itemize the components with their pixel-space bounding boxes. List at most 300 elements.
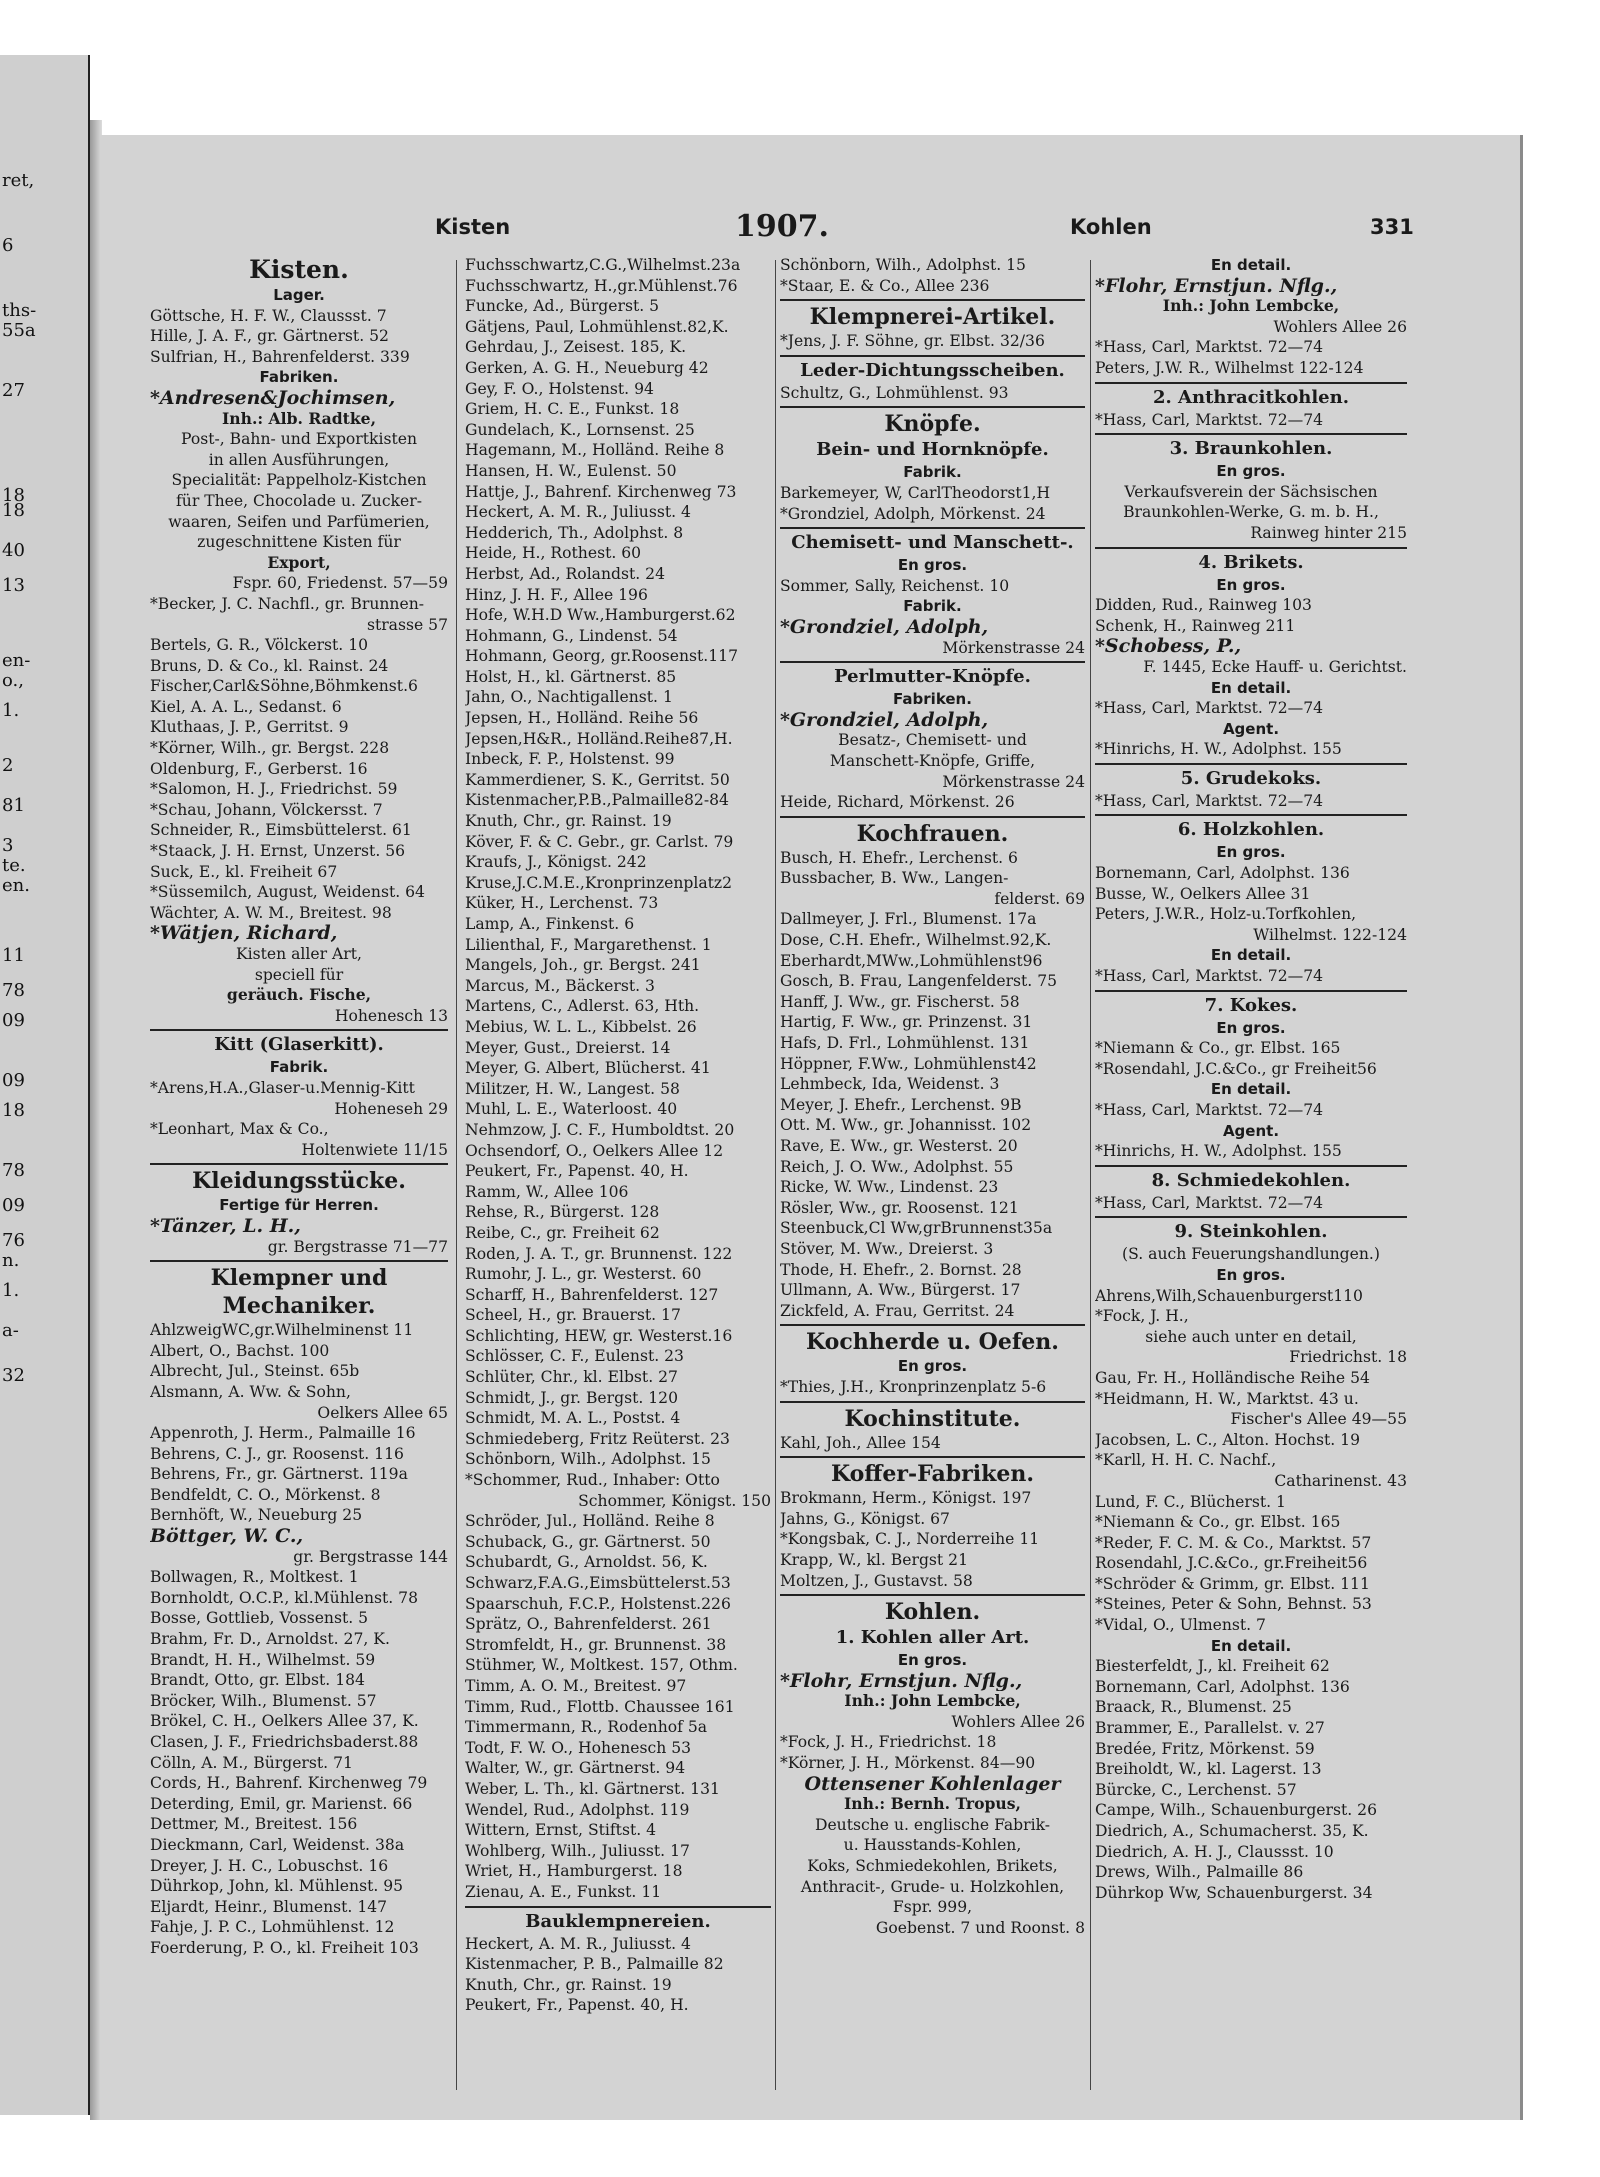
directory-entry: Hoheneseh 29 [334,1099,448,1118]
section-heading: 9. Steinkohlen. [1174,1221,1328,1243]
directory-entry: u. Hausstands-Kohlen, [843,1836,1022,1855]
section-rule [780,816,1085,818]
section-heading: 5. Grudekoks. [1180,767,1322,789]
directory-entry: Holst, H., kl. Gärtnerst. 85 [465,667,677,686]
directory-entry: Specialität: Pappelholz-Kistchen [171,471,427,490]
margin-fragment: 27 [2,380,25,401]
directory-entry: Bornholdt, O.C.P., kl.Mühlenst. 78 [150,1588,419,1607]
directory-entry: (S. auch Feuerungshandlungen.) [1122,1245,1380,1264]
directory-entry: Suck, E., kl. Freiheit 67 [150,862,338,881]
directory-entry: AhlzweigWC,gr.Wilhelminenst 11 [150,1321,414,1340]
directory-entry: Rösler, Ww., gr. Roosenst. 121 [780,1198,1019,1217]
section-heading: 8. Schmiedekohlen. [1151,1169,1351,1191]
section-rule [1095,433,1407,435]
subsection-label: En gros. [1216,1018,1286,1037]
section-rule [780,1324,1085,1326]
featured-firm-name: *Flohr, Ernstjun. Nflg., [1095,275,1338,297]
directory-entry: *Thies, J.H., Kronprinzenplatz 5-6 [780,1377,1047,1396]
subsection-label: Lager. [273,286,325,304]
directory-entry: Bussbacher, B. Ww., Langen- [780,869,1009,888]
directory-entry: Schlösser, C. F., Eulenst. 23 [465,1347,684,1366]
directory-entry: Schröder, Jul., Holländ. Reihe 8 [465,1512,715,1531]
section-heading: Knöpfe. [884,411,981,438]
margin-fragment: 1. [2,700,20,721]
directory-entry: Behrens, Fr., gr. Gärtnerst. 119a [150,1465,408,1484]
directory-entry: Mörkenstrasse 24 [942,638,1085,657]
directory-entry: Schmidt, M. A. L., Postst. 4 [465,1409,681,1428]
directory-entry: Appenroth, J. Herm., Palmaille 16 [150,1424,416,1443]
directory-entry: Rumohr, J. L., gr. Westerst. 60 [465,1265,702,1284]
directory-entry: Hedderich, Th., Adolphst. 8 [465,523,684,542]
margin-fragment: 1. [2,1280,20,1301]
directory-entry: Braack, R., Blumenst. 25 [1095,1698,1292,1717]
margin-fragment: 09 [2,1195,25,1216]
section-rule [1095,990,1407,992]
directory-entry: Spaarschuh, F.C.P., Holstenst.226 [465,1594,731,1613]
margin-fragment: n. [2,1250,20,1271]
directory-entry: siehe auch unter en detail, [1145,1327,1357,1346]
directory-entry: Hohmann, G., Lindenst. 54 [465,626,678,645]
directory-entry: Zienau, A. E., Funkst. 11 [465,1882,662,1901]
directory-entry: Peukert, Fr., Papenst. 40, H. [465,1996,689,2015]
directory-entry: *Hass, Carl, Marktst. 72—74 [1095,1101,1324,1119]
directory-entry: Brammer, E., Parallelst. v. 27 [1095,1719,1325,1738]
directory-entry: Bollwagen, R., Moltkest. 1 [150,1568,359,1587]
margin-fragment: en. [2,875,30,896]
directory-entry: Timm, Rud., Flottb. Chaussee 161 [465,1697,735,1716]
directory-entry: Griem, H. C. E., Funkst. 18 [465,400,680,419]
section-heading: 6. Holzkohlen. [1177,819,1325,841]
section-rule [780,299,1085,301]
directory-entry: Schmiedeberg, Fritz Reüterst. 23 [465,1429,730,1448]
directory-entry: geräuch. Fische, [226,985,372,1005]
directory-entry: Schlichting, HEW, gr. Westerst.16 [465,1326,733,1345]
directory-entry: Koks, Schmiedekohlen, Brikets, [807,1857,1058,1876]
directory-entry: Jahn, O., Nachtigallenst. 1 [465,688,673,707]
section-heading: Bauklempnereien. [525,1910,711,1932]
section-heading: Klempnerei-Artikel. [809,304,1056,331]
section-rule [1095,814,1407,816]
directory-entry: *Fock, J. H., [1095,1307,1189,1326]
directory-entry: Foerderung, P. O., kl. Freiheit 103 [150,1938,419,1957]
column-2 [465,255,771,2016]
directory-entry: Drews, Wilh., Palmaille 86 [1095,1863,1304,1882]
directory-entry: Ott. M. Ww., gr. Johannisst. 102 [780,1116,1032,1135]
directory-entry: Ochsendorf, O., Oelkers Allee 12 [465,1141,724,1160]
directory-entry: Meyer, Gust., Dreierst. 14 [465,1038,671,1057]
directory-entry: *Reder, F. C. M. & Co., Marktst. 57 [1095,1533,1372,1552]
directory-entry: Bröcker, Wilh., Blumenst. 57 [150,1691,377,1710]
directory-entry: Schneider, R., Eimsbüttelerst. 61 [150,821,412,840]
section-heading: Kleidungsstücke. [192,1168,406,1195]
subsection-label: En detail. [1210,1080,1292,1099]
section-heading: Koffer-Fabriken. [831,1461,1034,1488]
directory-entry: *Hinrichs, H. W., Adolphst. 155 [1095,740,1342,759]
directory-entry: Knuth, Chr., gr. Rainst. 19 [465,812,672,831]
featured-firm-name: *Schobess, P., [1095,636,1242,657]
section-rule [150,1163,448,1165]
directory-entry: Hagemann, M., Holländ. Reihe 8 [465,441,725,460]
column-3 [780,255,1085,1938]
directory-entry: *Hass, Carl, Marktst. 72—74 [1095,338,1324,357]
directory-entry: Lamp, A., Finkenst. 6 [465,915,635,933]
section-heading: Klempner und [210,1265,388,1292]
directory-entry: Braunkohlen-Werke, G. m. b. H., [1123,503,1379,522]
directory-entry: Hattje, J., Bahrenf. Kirchenweg 73 [465,482,737,501]
directory-entry: Knuth, Chr., gr. Rainst. 19 [465,1975,672,1994]
directory-entry: Wohlers Allee 26 [951,1712,1085,1731]
directory-entry: Wriet, H., Hamburgerst. 18 [465,1862,683,1881]
directory-entry: Hinz, J. H. F., Allee 196 [465,585,648,604]
directory-entry: Steenbuck,Cl Ww,grBrunnenst35a [780,1219,1053,1238]
directory-entry: Bruns, D. & Co., kl. Rainst. 24 [150,656,389,675]
directory-entry: Rehse, R., Bürgerst. 128 [465,1203,660,1222]
section-heading: 7. Kokes. [1204,994,1298,1016]
margin-fragment: 55a [2,320,36,341]
directory-entry: Brandt, Otto, gr. Elbst. 184 [150,1671,365,1690]
margin-fragment: 78 [2,980,25,1001]
directory-entry: Wendel, Rud., Adolphst. 119 [465,1800,690,1819]
margin-fragment: 3 [2,835,14,856]
directory-entry: Jepsen, H., Holländ. Reihe 56 [465,709,699,728]
directory-entry: Hafs, D. Frl., Lohmühlenst. 131 [780,1034,1030,1053]
margin-fragment: 18 [2,485,25,506]
directory-entry: Dührkop, John, kl. Mühlenst. 95 [150,1877,404,1896]
section-rule [780,661,1085,663]
running-header [150,209,1414,255]
directory-entry: Behrens, C. J., gr. Roosenst. 116 [150,1444,404,1463]
section-heading: Kisten. [249,255,349,284]
directory-entry: Kraufs, J., Königst. 242 [465,853,647,872]
directory-entry: Cords, H., Bahrenf. Kirchenweg 79 [150,1774,428,1793]
header-keyword-left: Kisten [435,215,511,239]
directory-entry: Reich, J. O. Ww., Adolphst. 55 [780,1157,1014,1176]
directory-entry: Eljardt, Heinr., Blumenst. 147 [150,1897,388,1916]
directory-entry: Gau, Fr. H., Holländische Reihe 54 [1095,1368,1370,1387]
section-heading: Perlmutter-Knöpfe. [834,666,1031,688]
section-rule [1095,1165,1407,1167]
directory-entry: in allen Ausführungen, [208,450,390,469]
directory-entry: *Hass, Carl, Marktst. 72—74 [1095,410,1324,429]
directory-entry: *Hass, Carl, Marktst. 72—74 [1095,967,1324,986]
directory-entry: Roden, J. A. T., gr. Brunnenst. 122 [465,1244,733,1263]
directory-entry: Wittern, Ernst, Stiftst. 4 [465,1821,657,1840]
directory-entry: *Niemann & Co., gr. Elbst. 165 [1095,1513,1341,1532]
directory-entry: Peters, J.W.R., Holz-u.Torfkohlen, [1095,905,1357,924]
directory-entry: Fischer,Carl&Söhne,Böhmkenst.6 [150,677,418,696]
directory-entry: Lehmbeck, Ida, Weidenst. 3 [780,1075,1000,1094]
directory-entry: Heide, H., Rothest. 60 [465,544,642,563]
directory-entry: Reibe, C., gr. Freiheit 62 [465,1223,660,1242]
section-rule [780,1401,1085,1403]
directory-entry: Inh.: John Lembcke, [1162,296,1340,316]
directory-entry: Hille, J. A. F., gr. Gärtnerst. 52 [150,327,389,346]
margin-fragment: 6 [2,235,14,256]
section-heading: 3. Braunkohlen. [1169,438,1333,460]
directory-entry: Ramm, W., Allee 106 [465,1182,629,1201]
margin-fragment: a- [2,1320,19,1341]
section-rule [1095,382,1407,384]
directory-entry: Bosse, Gottlieb, Vossenst. 5 [150,1609,369,1628]
directory-entry: Diedrich, A. H. J., Claussst. 10 [1095,1842,1334,1861]
section-rule [150,1029,448,1031]
directory-entry: Brandt, H. H., Wilhelmst. 59 [150,1650,376,1669]
directory-entry: Oldenburg, F., Gerberst. 16 [150,759,368,778]
directory-entry: Rave, E. Ww., gr. Westerst. 20 [780,1137,1018,1155]
directory-entry: Sprätz, O., Bahrenfelderst. 261 [465,1615,712,1634]
directory-entry: Brokmann, Herm., Königst. 197 [780,1489,1032,1508]
directory-entry: Sommer, Sally, Reichenst. 10 [780,576,1010,595]
column-divider [775,260,776,2090]
directory-entry: Sulfrian, H., Bahrenfelderst. 339 [150,347,410,366]
directory-entry: gr. Bergstrasse 71—77 [267,1237,448,1256]
directory-entry: Oelkers Allee 65 [317,1403,448,1422]
directory-entry: Diedrich, A., Schumacherst. 35, K. [1095,1822,1369,1840]
margin-fragment: 40 [2,540,25,561]
column-1 [150,255,448,1959]
directory-entry: Heckert, A. M. R., Juliusst. 4 [465,503,691,522]
directory-entry: *Leonhart, Max & Co., [150,1120,329,1139]
directory-entry: speciell für [254,965,344,984]
directory-entry: Heckert, A. M. R., Juliusst. 4 [465,1934,691,1953]
subsection-label: Agent. [1222,1121,1280,1140]
directory-entry: Schönborn, Wilh., Adolphst. 15 [465,1450,711,1469]
directory-entry: Bürcke, C., Lerchenst. 57 [1095,1780,1297,1799]
directory-entry: waaren, Seifen und Parfümerien, [168,512,430,531]
subsection-label: En gros. [897,1651,968,1670]
directory-entry: Alsmann, A. Ww. & Sohn, [150,1382,351,1401]
subsection-label: En gros. [1216,575,1286,594]
margin-fragment: 13 [2,575,25,596]
directory-entry: Manschett-Knöpfe, Griffe, [829,751,1036,770]
margin-fragment: 09 [2,1010,25,1031]
directory-entry: Deutsche u. englische Fabrik- [814,1815,1051,1834]
directory-entry: *Steines, Peter & Sohn, Behnst. 53 [1095,1595,1372,1614]
directory-entry: Ahrens,Wilh,Schauenburgerst110 [1095,1286,1363,1305]
directory-entry: Clasen, J. F., Friedrichsbaderst.88 [150,1733,419,1751]
directory-entry: Busse, W., Oelkers Allee 31 [1095,884,1311,903]
section-rule [1095,763,1407,765]
directory-entry: Verkaufsverein der Sächsischen [1124,482,1378,501]
margin-fragment: 76 [2,1230,25,1251]
directory-entry: Export, [267,552,331,572]
featured-firm-name: *Grondziel, Adolph, [780,616,989,638]
directory-entry: Lilienthal, F., Margarethenst. 1 [465,935,712,954]
featured-firm-name: Böttger, W. C., [150,1526,304,1547]
directory-entry: Stromfeldt, H., gr. Brunnenst. 38 [465,1635,727,1654]
directory-entry: Peukert, Fr., Papenst. 40, H. [465,1162,689,1181]
directory-entry: Biesterfeldt, J., kl. Freiheit 62 [1095,1657,1330,1676]
directory-entry: *Hass, Carl, Marktst. 72—74 [1095,699,1324,718]
section-rule [150,1260,448,1262]
directory-entry: *Vidal, O., Ulmenst. 7 [1095,1616,1266,1635]
section-rule [1095,1216,1407,1218]
subsection-label: En gros. [1216,462,1286,481]
directory-entry: *Heidmann, H. W., Marktst. 43 u. [1095,1389,1359,1408]
directory-entry: Rosendahl, J.C.&Co., gr.Freiheit56 [1095,1554,1368,1573]
directory-entry: Cölln, A. M., Bürgerst. 71 [150,1753,353,1772]
directory-entry: *Jens, J. F. Söhne, gr. Elbst. 32/36 [780,332,1045,351]
margin-fragment: en- [2,650,31,671]
section-heading: Leder-Dichtungsscheiben. [800,359,1065,381]
directory-entry: Funcke, Ad., Bürgerst. 5 [465,297,660,316]
directory-entry: Mebius, W. L. L., Kibbelst. 26 [465,1017,697,1036]
subsection-label: En detail. [1210,946,1292,965]
directory-entry: Todt, F. W. O., Hohenesch 53 [465,1738,692,1757]
margin-fragment: o., [2,670,24,691]
directory-entry: Wilhelmst. 122-124 [1253,925,1407,944]
directory-entry: Barkemeyer, W, CarlTheodorst1,H [780,483,1051,502]
directory-entry: Hohmann, Georg, gr.Roosenst.117 [465,647,738,666]
directory-entry: Kahl, Joh., Allee 154 [780,1433,941,1452]
section-heading: Bein- und Hornknöpfe. [816,439,1049,461]
directory-entry: felderst. 69 [994,889,1085,908]
directory-entry: Deterding, Emil, gr. Marienst. 66 [150,1794,413,1813]
margin-fragment: te. [2,855,26,876]
subsection-label: Fabrik. [269,1058,329,1077]
directory-entry: Herbst, Ad., Rolandst. 24 [465,564,666,583]
section-rule [780,1594,1085,1596]
directory-entry: Kluthaas, J. P., Gerritst. 9 [150,718,349,737]
directory-entry: Brahm, Fr. D., Arnoldst. 27, K. [150,1630,390,1649]
directory-entry: Gerken, A. G. H., Neueburg 42 [465,358,709,377]
margin-fragment: 78 [2,1160,25,1181]
directory-entry: Mörkenstrasse 24 [942,772,1085,791]
subsection-label: En gros. [897,556,968,575]
header-year: 1907. [735,209,829,244]
directory-entry: Göttsche, H. F. W., Claussst. 7 [150,306,387,325]
directory-entry: Bernhöft, W., Neueburg 25 [150,1506,363,1525]
directory-entry: Schlüter, Chr., kl. Elbst. 27 [465,1368,678,1387]
page-content [150,209,1414,2105]
margin-fragment: 81 [2,795,25,816]
directory-entry: Fuchsschwartz, H.,gr.Mühlenst.76 [465,276,738,295]
directory-entry: *Schröder & Grimm, gr. Elbst. 111 [1095,1574,1370,1593]
directory-entry: Gundelach, K., Lornsenst. 25 [465,420,695,439]
margin-fragment: 18 [2,500,25,521]
directory-entry: Schubardt, G., Arnoldst. 56, K. [465,1553,708,1572]
directory-entry: *Hass, Carl, Marktst. 72—74 [1095,791,1324,810]
directory-entry: Schwarz,F.A.G.,Eimsbüttelerst.53 [465,1574,731,1592]
section-rule [780,1456,1085,1458]
directory-entry: Fspr. 60, Friedenst. 57—59 [232,574,448,593]
directory-entry: Kammerdiener, S. K., Gerritst. 50 [465,770,730,789]
directory-entry: Albrecht, Jul., Steinst. 65b [150,1362,360,1381]
directory-entry: Hartig, F. Ww., gr. Prinzenst. 31 [780,1013,1033,1032]
directory-entry: Stühmer, W., Moltkest. 157, Othm. [465,1656,738,1675]
directory-entry: Heide, Richard, Mörkenst. 26 [780,793,1015,812]
directory-entry: Schönborn, Wilh., Adolphst. 15 [780,256,1026,274]
directory-entry: Gätjens, Paul, Lohmühlenst.82,K. [465,317,729,336]
subsection-label: Fabrik. [903,597,962,616]
directory-entry: *Körner, Wilh., gr. Bergst. 228 [150,739,390,758]
directory-entry: Dreyer, J. H. C., Lobuschst. 16 [150,1856,389,1875]
directory-entry: Militzer, H. W., Langest. 58 [465,1079,680,1098]
directory-entry: *Süssemilch, August, Weidenst. 64 [150,883,425,902]
directory-entry: Weber, L. Th., kl. Gärtnerst. 131 [465,1779,720,1798]
directory-entry: Jepsen,H&R., Holländ.Reihe87,H. [465,729,733,748]
section-rule [780,406,1085,408]
section-rule [465,1906,771,1908]
directory-entry: *Staar, E. & Co., Allee 236 [780,276,990,295]
directory-entry: *Schau, Johann, Völckersst. 7 [150,800,383,819]
subsection-label: Fabrik. [903,463,962,482]
margin-fragment: ths- [2,300,37,321]
directory-entry: Dührkop Ww, Schauenburgerst. 34 [1095,1883,1373,1902]
directory-entry: Bornemann, Carl, Adolphst. 136 [1095,1677,1350,1696]
directory-entry: Martens, C., Adlerst. 63, Hth. [465,997,700,1016]
directory-entry: Dallmeyer, J. Frl., Blumenst. 17a [780,910,1037,929]
directory-entry: *Salomon, H. J., Friedrichst. 59 [150,780,398,799]
directory-entry: Kiel, A. A. L., Sedanst. 6 [150,697,342,716]
directory-entry: Peters, J.W. R., Wilhelmst 122-124 [1095,358,1364,377]
directory-entry: Walter, W., gr. Gärtnerst. 94 [465,1759,686,1778]
page-number: 331 [1370,215,1414,239]
column-divider [1090,260,1091,2090]
directory-entry: Friedrichst. 18 [1289,1348,1407,1367]
directory-entry: Jahns, G., Königst. 67 [780,1509,950,1528]
directory-entry: Schuback, G., gr. Gärtnerst. 50 [465,1532,711,1551]
directory-entry: Wohlers Allee 26 [1273,317,1407,336]
directory-entry: Krapp, W., kl. Bergst 21 [780,1550,968,1569]
featured-firm-name: *Tänzer, L. H., [150,1215,301,1237]
section-heading: Kochinstitute. [844,1405,1021,1432]
directory-entry: Scharff, H., Bahrenfelderst. 127 [465,1285,719,1304]
section-rule [1095,547,1407,549]
directory-entry: Gehrdau, J., Zeisest. 185, K. [465,338,687,357]
directory-entry: Inbeck, F. P., Holstenst. 99 [465,750,675,769]
directory-entry: gr. Bergstrasse 144 [293,1547,448,1566]
directory-entry: Inh.: Bernh. Tropus, [844,1794,1021,1814]
section-rule [780,527,1085,529]
directory-entry: Ricke, W. Ww., Lindenst. 23 [780,1178,999,1197]
directory-entry: Hansen, H. W., Eulenst. 50 [465,461,677,480]
section-heading: Kitt (Glaserkitt). [214,1034,384,1056]
subsection-label: Fabriken. [893,690,972,709]
directory-entry: *Staack, J. H. Ernst, Unzerst. 56 [150,842,406,861]
directory-entry: Schmidt, J., gr. Bergst. 120 [465,1388,679,1407]
directory-entry: *Hinrichs, H. W., Adolphst. 155 [1095,1142,1342,1161]
directory-entry: Kistenmacher, P. B., Palmaille 82 [465,1955,724,1974]
directory-entry: Kruse,J.C.M.E.,Kronprinzenplatz2 [465,873,733,892]
directory-entry: Inh.: Alb. Radtke, [221,408,377,428]
directory-entry: Fischer's Allee 49—55 [1230,1410,1407,1429]
directory-entry: *Arens,H.A.,Glaser-u.Mennig-Kitt [150,1078,415,1097]
directory-entry: Besatz-, Chemisett- und [838,731,1027,750]
directory-entry: Dettmer, M., Breitest. 156 [150,1815,358,1834]
directory-entry: *Becker, J. C. Nachfl., gr. Brunnen- [150,594,425,613]
subsection-label: En detail. [1210,1636,1292,1655]
section-rule [780,355,1085,357]
directory-entry: Wächter, A. W. M., Breitest. 98 [150,903,392,922]
directory-entry: Höppner, F.Ww., Lohmühlenst42 [780,1054,1037,1073]
directory-entry: Küker, H., Lerchenst. 73 [465,894,659,913]
directory-entry: Scheel, H., gr. Brauerst. 17 [465,1306,681,1325]
section-heading: Chemisett- und Manschett-. [791,532,1074,554]
directory-entry: Fahje, J. P. C., Lohmühlenst. 12 [150,1918,395,1937]
directory-entry: zugeschnittene Kisten für [197,533,401,552]
directory-entry: Köver, F. & C. Gebr., gr. Carlst. 79 [465,832,734,851]
featured-firm-name: *Andresen&Jochimsen, [150,387,396,409]
directory-entry: Eberhardt,MWw.,Lohmühlenst96 [780,951,1043,970]
directory-entry: Mangels, Joh., gr. Bergst. 241 [465,956,701,975]
featured-firm-name: *Grondziel, Adolph, [780,709,989,731]
directory-entry: F. 1445, Ecke Hauff- u. Gerichtst. [1143,657,1407,676]
directory-entry: Hofe, W.H.D Ww.,Hamburgerst.62 [465,606,736,625]
directory-entry: Jacobsen, L. C., Alton. Hochst. 19 [1095,1430,1361,1449]
directory-entry: Schenk, H., Rainweg 211 [1095,616,1296,635]
directory-entry: Bornemann, Carl, Adolphst. 136 [1095,864,1350,883]
